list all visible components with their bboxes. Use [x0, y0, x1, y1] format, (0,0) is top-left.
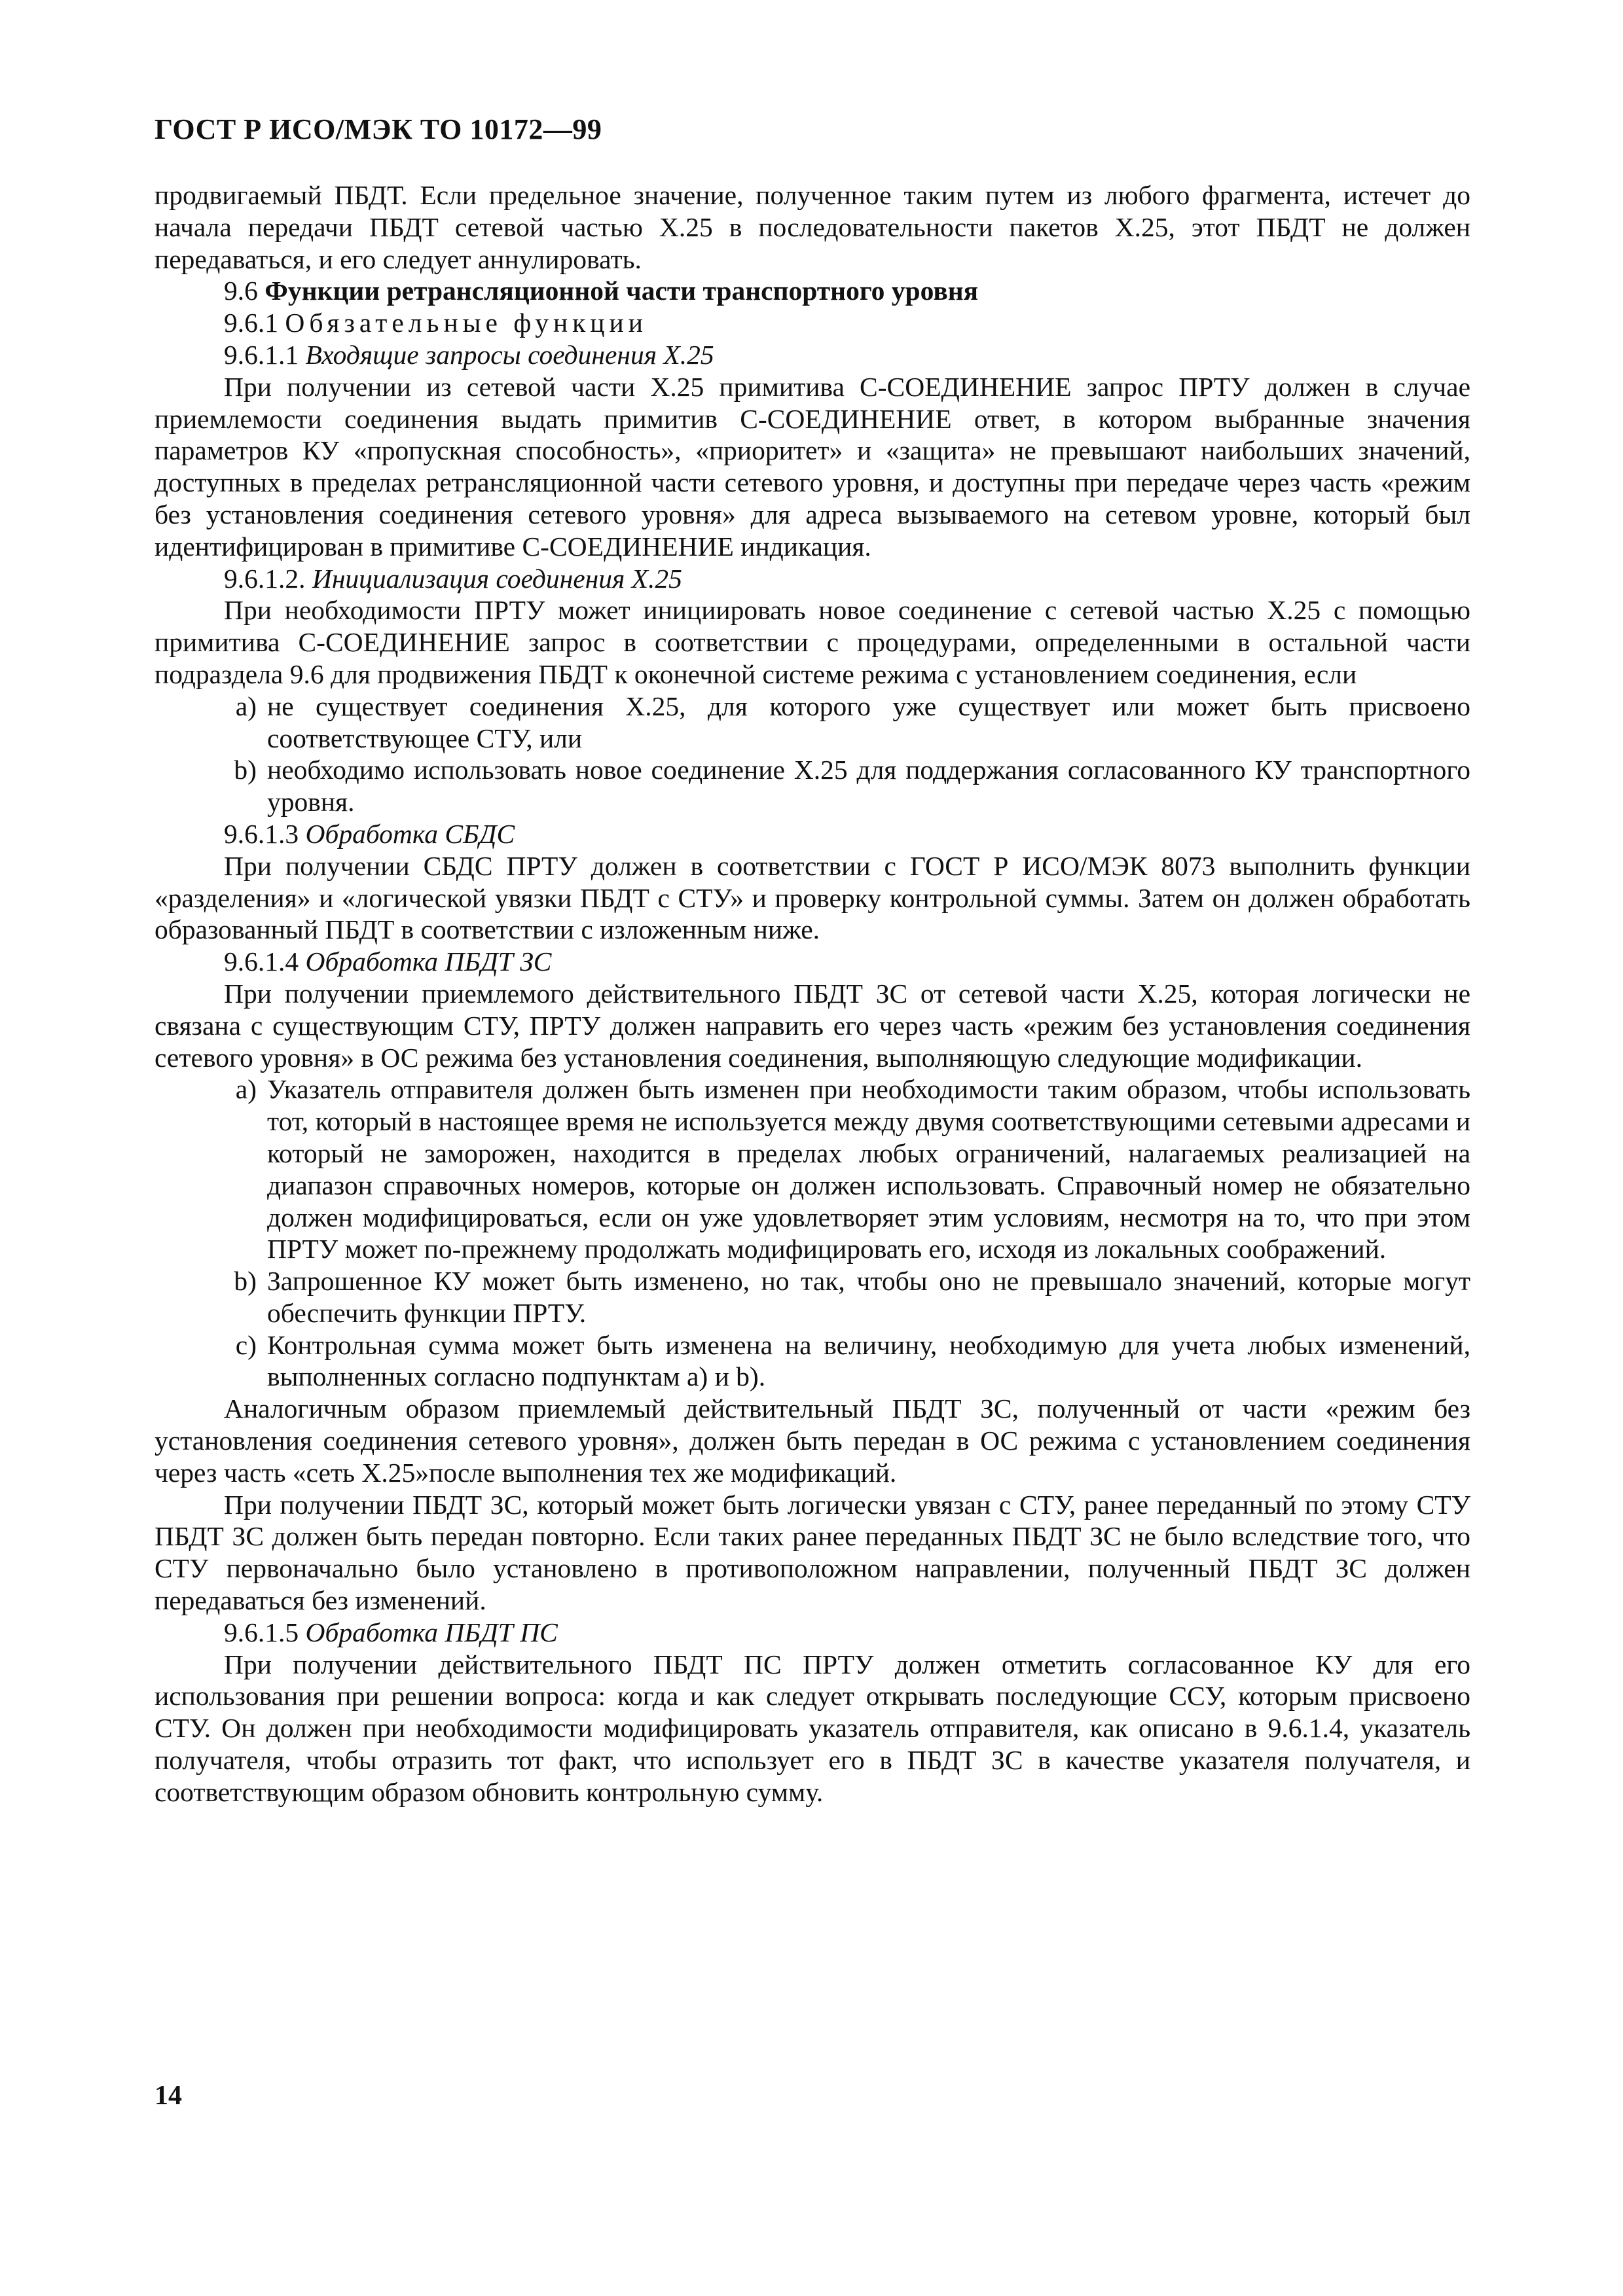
paragraph-9-6-1-5: При получении действительного ПБДТ ПС ПРТУ должен отметить согласованное КУ для его использования при решении вопроса: когда и как следует открывать последующие ССУ, которым присвоено СТУ. Он должен при необходимости модифицировать указатель отправителя, как описано в 9.6.1.4, указатель получателя, чтобы отразить тот факт, что использует его в ПБДТ ЗС в качестве указателя получателя, и соответствующим образом обновить контрольную сумму.	[155, 1649, 1470, 1807]
list-item	[155, 754, 1470, 818]
list-item	[155, 691, 1470, 755]
list-item	[155, 1073, 1470, 1265]
heading-9-6-1-5	[155, 1617, 1470, 1649]
paragraph-resend: При получении ПБДТ ЗС, который может быть логически увязан с СТУ, ранее переданный по этому СТУ ПБДТ ЗС должен быть передан повторно. Если таких ранее переданных ПБДТ ЗС не было вследствие того, что СТУ первоначально было установлено в противоположном направлении, полученный ПБДТ ЗС должен передаваться без изменений.	[155, 1489, 1470, 1616]
section-number: 9.6.1	[224, 308, 278, 338]
list-item-text: не существует соединения X.25, для которого уже существует или может быть присвоено соответствующее СТУ, или	[267, 691, 1470, 753]
list-item-label: a)	[235, 1074, 257, 1105]
page-header: ГОСТ Р ИСО/МЭК ТО 10172—99	[155, 113, 602, 145]
list-item	[155, 1329, 1470, 1393]
list-item-text: необходимо использовать новое соединение X.25 для поддержания согласованного КУ транспортного уровня.	[267, 755, 1470, 817]
heading-9-6-1-2	[155, 563, 1470, 595]
section-title: Обработка ПБДТ ПС	[305, 1617, 558, 1647]
paragraph-analogous: Аналогичным образом приемлемый действительный ПБДТ ЗС, полученный от части «режим без установления соединения сетевого уровня», должен быть передан в ОС режима с установлением соединения через часть «сеть X.25»после выполнения тех же модификаций.	[155, 1393, 1470, 1488]
paragraph-9-6-1-3: При получении СБДС ПРТУ должен в соответствии с ГОСТ Р ИСО/МЭК 8073 выполнить функции «разделения» и «логической увязки ПБДТ с СТУ» и проверку контрольной суммы. Затем он должен обработать образованный ПБДТ в соответствии с изложенным ниже.	[155, 850, 1470, 945]
section-number: 9.6.1.4	[224, 946, 299, 977]
list-item-text: Контрольная сумма может быть изменена на величину, необходимую для учета любых изменений, выполненных согласно подпунктам a) и b).	[267, 1329, 1470, 1392]
paragraph-9-6-1-1: При получении из сетевой части X.25 примитива С-СОЕДИНЕНИЕ запрос ПРТУ должен в случае приемлемости соединения выдать примитив С-СОЕДИНЕНИЕ ответ, в котором выбранные значения параметров КУ «пропускная способность», «приоритет» и «защита» не превышают наибольших значений, доступных в пределах ретрансляционной части сетевого уровня, и доступны при передаче через часть «режим без установления соединения сетевого уровня» для адреса вызываемого на сетевом уровне, который был идентифицирован в примитиве С-СОЕДИНЕНИЕ индикация.	[155, 371, 1470, 562]
heading-9-6-1-4	[155, 946, 1470, 978]
list-item-label: a)	[235, 691, 257, 721]
section-title: Входящие запросы соединения X.25	[305, 339, 714, 370]
paragraph-9-6-1-2: При необходимости ПРТУ может инициировать новое соединение с сетевой частью X.25 с помощью примитива С-СОЕДИНЕНИЕ запрос в соответствии с процедурами, определенными в остальной части подраздела 9.6 для продвижения ПБДТ к оконечной системе режима с установлением соединения, если	[155, 595, 1470, 689]
section-number: 9.6.1.5	[224, 1617, 299, 1647]
paragraph-intro: продвигаемый ПБДТ. Если предельное значение, полученное таким путем из любого фрагмента, истечет до начала передачи ПБДТ сетевой частью X.25 в последовательности пакетов X.25, этот ПБДТ не должен передаваться, и его следует аннулировать.	[155, 180, 1470, 274]
section-number: 9.6	[224, 276, 258, 306]
heading-9-6-1-3	[155, 818, 1470, 850]
list-item-label: b)	[234, 1266, 257, 1297]
list-item-text: Указатель отправителя должен быть изменен при необходимости таким образом, чтобы использовать тот, который в настоящее время не используется между двумя соответствующими сетевыми адресами и который не заморожен, находится в пределах любых ограничений, налагаемых реализацией на диапазон справочных номеров, которые он должен использовать. Справочный номер не обязательно должен модифицироваться, если он уже удовлетворяет этим условиям, несмотря на то, что при этом ПРТУ может по-прежнему продолжать модифицировать его, исходя из локальных соображений.	[267, 1074, 1470, 1265]
section-title: Функции ретрансляционной части транспортного уровня	[264, 276, 979, 306]
list-item-text: Запрошенное КУ может быть изменено, но так, чтобы оно не превышало значений, которые могут обеспечить функции ПРТУ.	[267, 1266, 1470, 1328]
section-title: Обработка ПБДТ ЗС	[305, 946, 552, 977]
heading-9-6-1	[155, 307, 1470, 339]
section-number: 9.6.1.1	[224, 339, 299, 370]
paragraph-9-6-1-4: При получении приемлемого действительного ПБДТ ЗС от сетевой части X.25, которая логически не связана с существующим СТУ, ПРТУ должен направить его через часть «режим без установления соединения сетевого уровня» в ОС режима без установления соединения, выполняющую следующие модификации.	[155, 978, 1470, 1073]
heading-9-6-1-1	[155, 339, 1470, 371]
section-number: 9.6.1.2.	[224, 563, 306, 594]
section-title: Обработка СБДС	[305, 818, 515, 849]
heading-9-6	[155, 275, 1470, 307]
list-item-label: c)	[235, 1329, 257, 1360]
section-title: Обязательные функции	[285, 308, 647, 338]
document-body	[155, 179, 1470, 1808]
page-number: 14	[155, 2081, 182, 2111]
section-number: 9.6.1.3	[224, 818, 299, 849]
section-title: Инициализация соединения X.25	[312, 563, 682, 594]
list-item	[155, 1265, 1470, 1329]
list-item-label: b)	[234, 755, 257, 785]
